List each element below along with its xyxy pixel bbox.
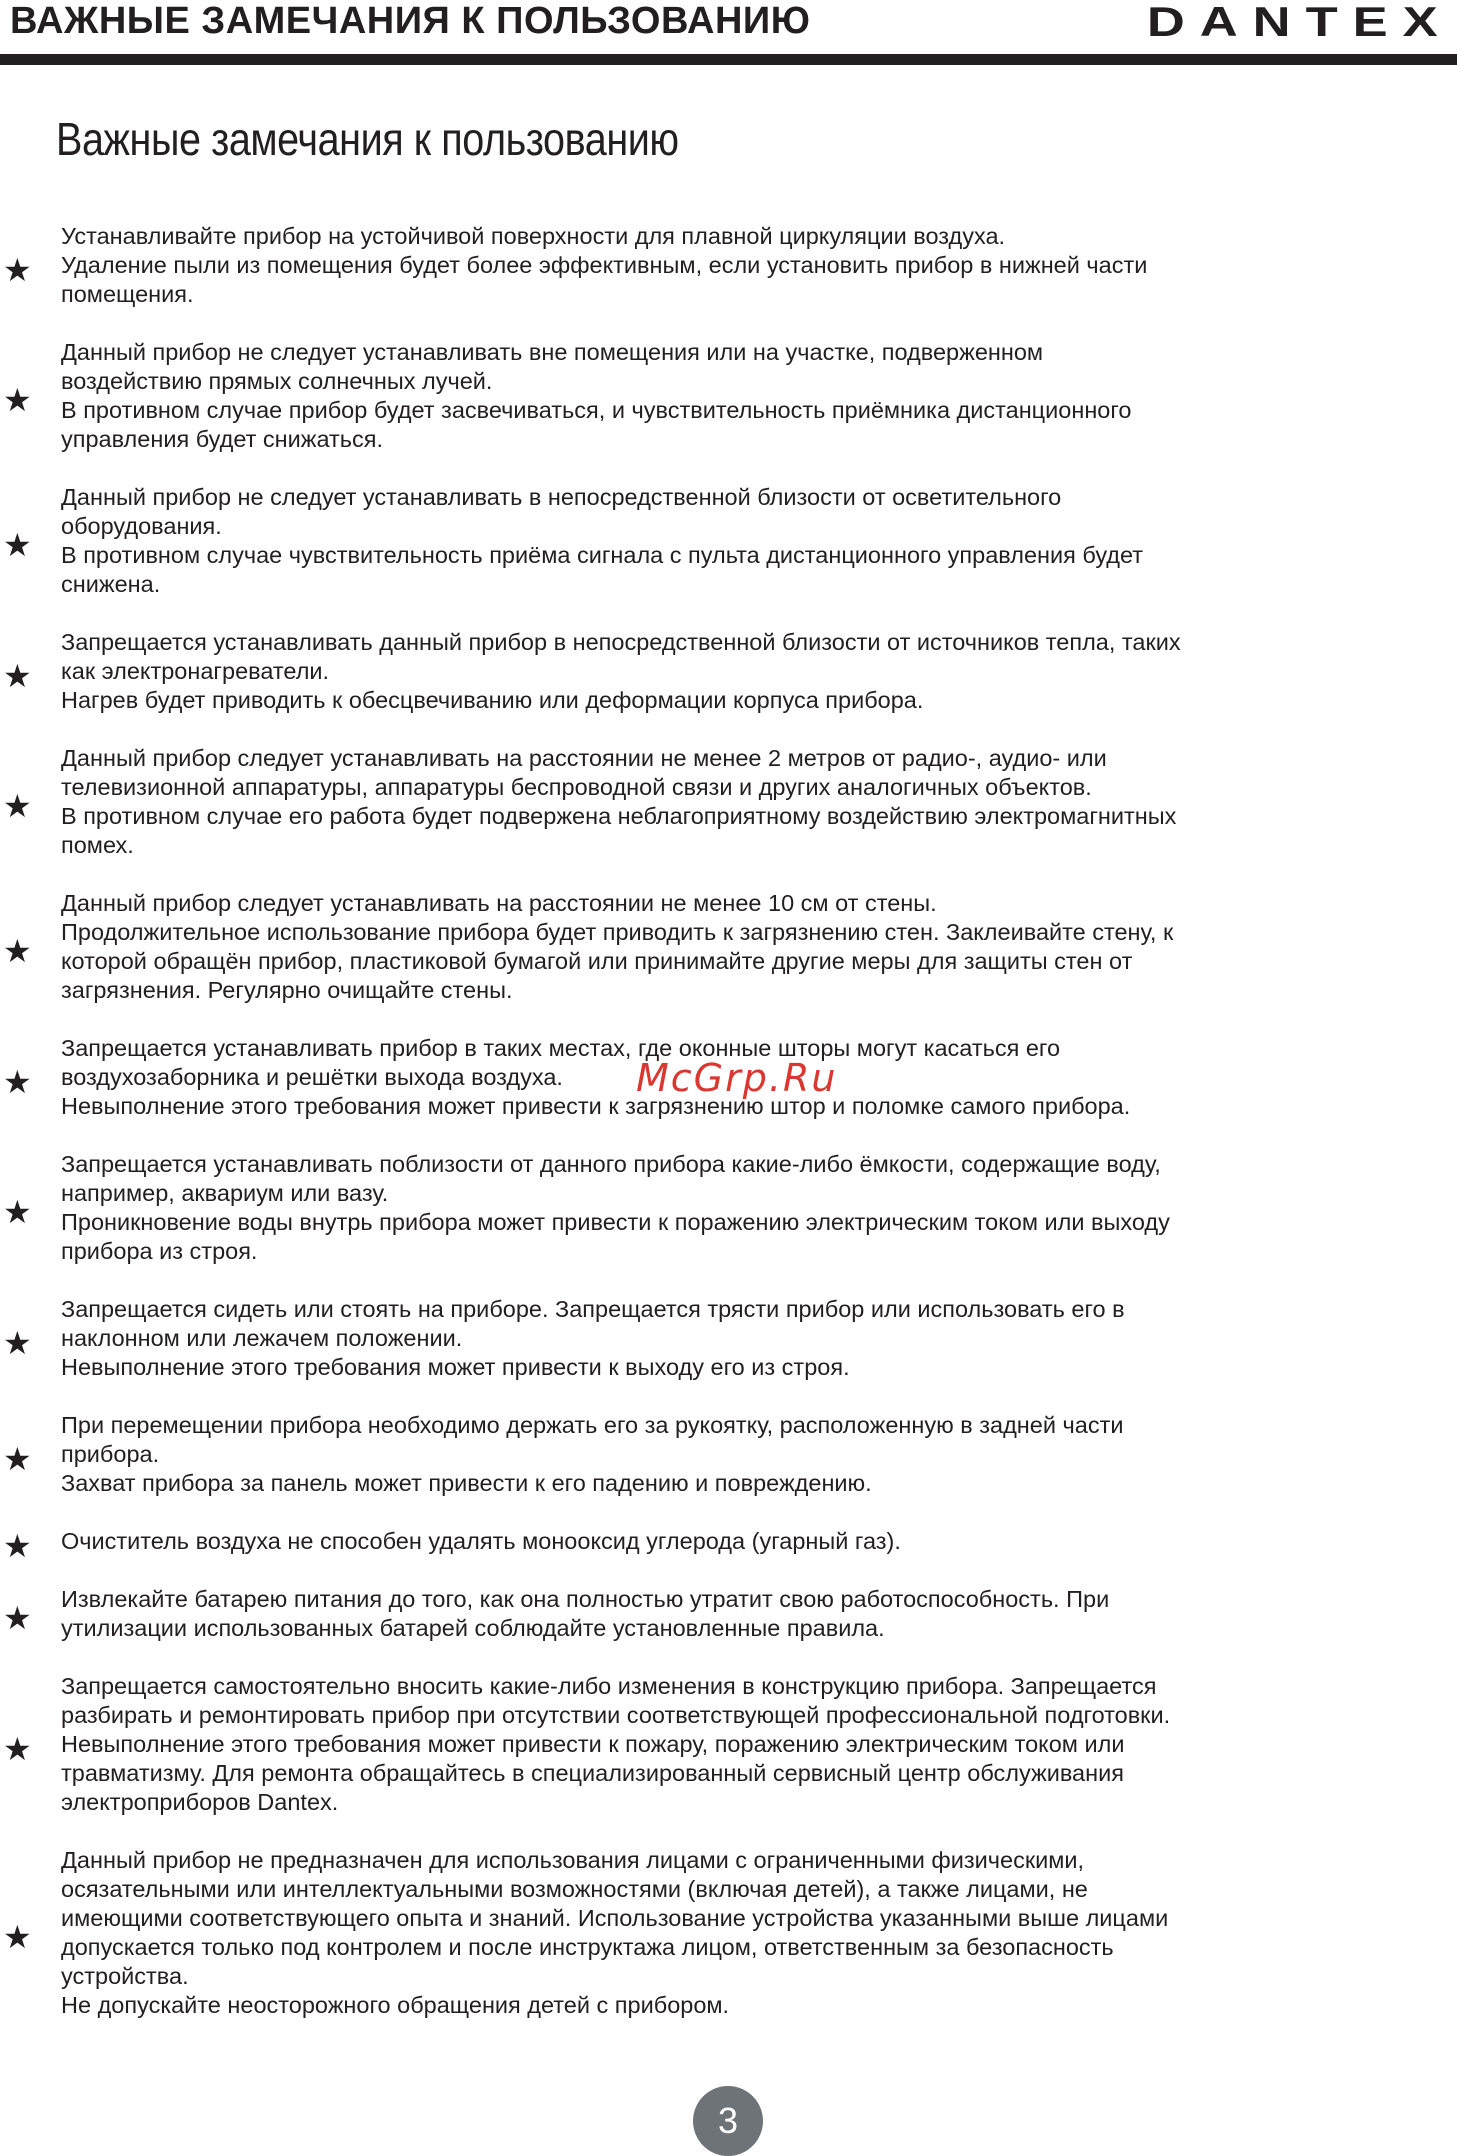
note-item — [0, 483, 1331, 599]
note-line: допускается только под контролем и после инструктажа лицом, ответственным за безопасность — [61, 1934, 1114, 1960]
note-item — [0, 338, 1331, 454]
note-item — [0, 1672, 1331, 1817]
note-line: Невыполнение этого требования может привести к выходу его из строя. — [61, 1354, 850, 1380]
star-bullet-icon: ★ — [3, 1064, 32, 1100]
note-line: Проникновение воды внутрь прибора может привести к поражению электрическим током или выходу — [61, 1209, 1170, 1235]
note-item — [0, 1150, 1331, 1266]
star-bullet-icon: ★ — [3, 1441, 32, 1477]
note-line: Запрещается устанавливать поблизости от данного прибора какие-либо ёмкости, содержащие воду, — [61, 1151, 1161, 1177]
page-header — [0, 0, 1457, 66]
note-line: прибора. — [61, 1441, 160, 1467]
note-line: Извлекайте батарею питания до того, как она полностью утратит свою работоспособность. При — [61, 1586, 1110, 1612]
star-bullet-icon: ★ — [3, 1325, 32, 1361]
note-item — [0, 889, 1331, 1005]
note-line: В противном случае его работа будет подвержена неблагоприятному воздействию электромагнитных — [61, 803, 1177, 829]
note-item — [0, 1295, 1331, 1382]
note-line: устройства. — [61, 1963, 189, 1989]
note-line: наклонном или лежачем положении. — [61, 1325, 463, 1351]
note-line: утилизации использованных батарей соблюдайте установленные правила. — [61, 1615, 885, 1641]
note-line: В противном случае чувствительность приёма сигнала с пульта дистанционного управления будет — [61, 542, 1144, 568]
note-line: управления будет снижаться. — [61, 426, 384, 452]
star-bullet-icon: ★ — [3, 1528, 32, 1564]
note-line: Нагрев будет приводить к обесцвечиванию или деформации корпуса прибора. — [61, 687, 924, 713]
note-item — [0, 222, 1331, 309]
note-line: Данный прибор следует устанавливать на расстоянии не менее 10 см от стены. — [61, 890, 937, 916]
note-line: электроприборов Dantex. — [61, 1789, 339, 1815]
note-line: травматизму. Для ремонта обращайтесь в специализированный сервисный центр обслуживания — [61, 1760, 1124, 1786]
note-line: воздействию прямых солнечных лучей. — [61, 368, 493, 394]
note-line: Продолжительное использование прибора будет приводить к загрязнению стен. Заклеивайте стену, к — [61, 919, 1174, 945]
note-line: Невыполнение этого требования может привести к пожару, поражению электрическим током или — [61, 1731, 1125, 1757]
note-line: Устанавливайте прибор на устойчивой поверхности для плавной циркуляции воздуха. — [61, 223, 1006, 249]
star-bullet-icon: ★ — [3, 382, 32, 418]
notes-list — [0, 222, 1457, 2049]
note-item — [0, 1846, 1331, 2020]
note-line: Запрещается устанавливать прибор в таких местах, где оконные шторы могут касаться его — [61, 1035, 1061, 1061]
star-bullet-icon: ★ — [3, 933, 32, 969]
note-line: помех. — [61, 832, 134, 858]
note-line: имеющими соответствующего опыта и знаний. Использование устройства указанными выше лицами — [61, 1905, 1169, 1931]
star-bullet-icon: ★ — [3, 1194, 32, 1230]
page-number: 3 — [693, 2086, 763, 2156]
note-line: загрязнения. Регулярно очищайте стены. — [61, 977, 513, 1003]
note-line: Данный прибор не следует устанавливать в непосредственной близости от осветительного — [61, 484, 1062, 510]
watermark: McGrp.Ru — [636, 1056, 838, 1100]
note-line: оборудования. — [61, 513, 222, 539]
note-line: прибора из строя. — [61, 1238, 258, 1264]
note-item — [0, 744, 1331, 860]
note-line: Не допускайте неосторожного обращения детей с прибором. — [61, 1992, 730, 2018]
star-bullet-icon: ★ — [3, 1731, 32, 1767]
note-line: воздухозаборника и решётки выхода воздуха. — [61, 1064, 563, 1090]
star-bullet-icon: ★ — [3, 788, 32, 824]
brand-logo: DANTEX — [1147, 0, 1453, 45]
note-line: например, аквариум или вазу. — [61, 1180, 389, 1206]
note-line: разбирать и ремонтировать прибор при отсутствии соответствующей профессиональной подготовки. — [61, 1702, 1171, 1728]
note-line: При перемещении прибора необходимо держать его за рукоятку, расположенную в задней части — [61, 1412, 1124, 1438]
note-line: телевизионной аппаратуры, аппаратуры беспроводной связи и других аналогичных объектов. — [61, 774, 1092, 800]
star-bullet-icon: ★ — [3, 658, 32, 694]
note-line: снижена. — [61, 571, 161, 597]
star-bullet-icon: ★ — [3, 252, 32, 288]
note-line: Запрещается сидеть или стоять на приборе. Запрещается трясти прибор или использовать его в — [61, 1296, 1125, 1322]
note-line: Данный прибор не следует устанавливать вне помещения или на участке, подверженном — [61, 339, 1044, 365]
star-bullet-icon: ★ — [3, 527, 32, 563]
header-title: ВАЖНЫЕ ЗАМЕЧАНИЯ К ПОЛЬЗОВАНИЮ — [10, 0, 811, 42]
note-line: Запрещается самостоятельно вносить какие-либо изменения в конструкцию прибора. Запрещается — [61, 1673, 1157, 1699]
header-divider — [0, 54, 1457, 65]
star-bullet-icon: ★ — [3, 1919, 32, 1955]
note-line: Запрещается устанавливать данный прибор в непосредственной близости от источников тепла, таких — [61, 629, 1181, 655]
note-item — [0, 1411, 1331, 1498]
note-line: которой обращён прибор, пластиковой бумагой или принимайте другие меры для защиты стен от — [61, 948, 1133, 974]
note-line: осязательными или интеллектуальными возможностями (включая детей), а также лицами, не — [61, 1876, 1088, 1902]
note-line: как электронагреватели. — [61, 658, 330, 684]
note-line: Очиститель воздуха не способен удалять монооксид углерода (угарный газ). — [61, 1528, 901, 1554]
note-line: помещения. — [61, 281, 194, 307]
page-title: Важные замечания к пользованию — [56, 113, 679, 165]
note-line: В противном случае прибор будет засвечиваться, и чувствительность приёмника дистанционного — [61, 397, 1132, 423]
note-line: Удаление пыли из помещения будет более эффективным, если установить прибор в нижней части — [61, 252, 1148, 278]
note-line: Данный прибор следует устанавливать на расстоянии не менее 2 метров от радио-, аудио- или — [61, 745, 1107, 771]
star-bullet-icon: ★ — [3, 1600, 32, 1636]
note-line: Невыполнение этого требования может привести к загрязнению штор и поломке самого прибора. — [61, 1093, 1131, 1119]
note-line: Захват прибора за панель может привести к его падению и повреждению. — [61, 1470, 872, 1496]
note-item — [0, 1585, 1331, 1643]
note-item — [0, 628, 1331, 715]
note-item — [0, 1527, 1331, 1564]
note-line: Данный прибор не предназначен для использования лицами с ограниченными физическими, — [61, 1847, 1085, 1873]
